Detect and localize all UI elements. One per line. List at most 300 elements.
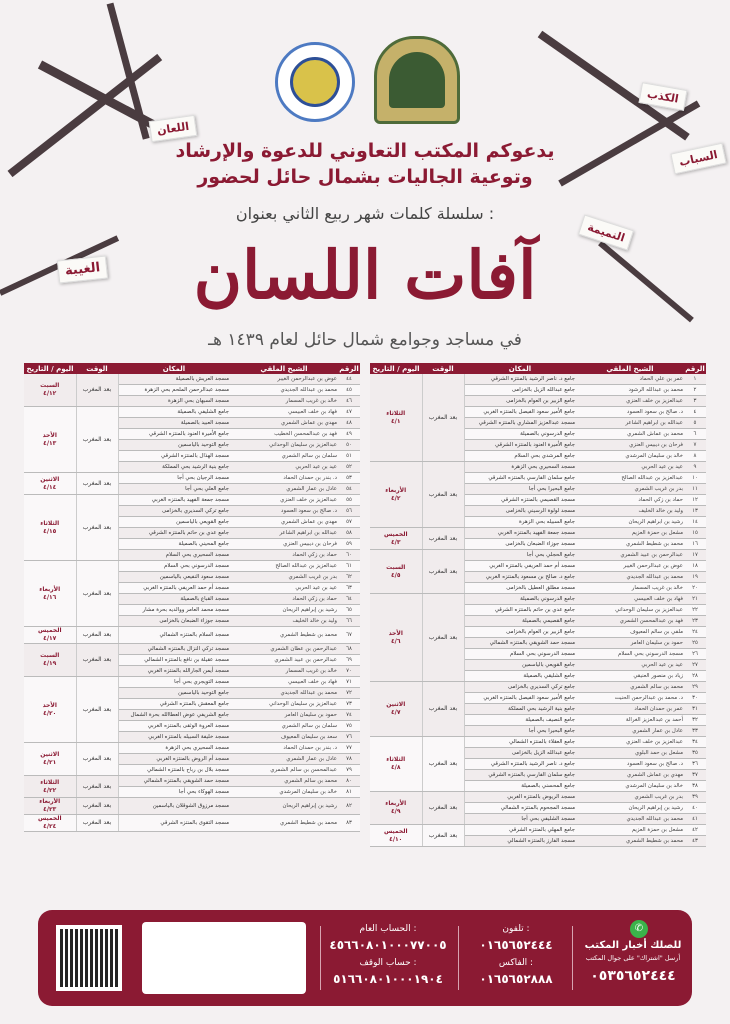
table-row bbox=[370, 594, 706, 605]
time-cell: بعد المغرب bbox=[422, 374, 464, 462]
mosque-cell: مسجد الريوض بالمنتزه الغربي bbox=[464, 792, 576, 803]
number-cell: ٧٦ bbox=[338, 732, 360, 743]
mosque-cell: مسجد أم حمد العريفي بالمنتزه الغربي bbox=[464, 561, 576, 572]
sheikh-cell: عيد بن عيد الحربي bbox=[576, 660, 684, 671]
schedule-tables bbox=[24, 363, 706, 891]
sheikh-cell: رشيد بن إبراهيم الريحان bbox=[230, 605, 338, 616]
mosque-cell: مسجد الهوكاء بحي أجا bbox=[118, 787, 230, 798]
sheikh-cell: عيد بن عيد الحربي bbox=[230, 583, 338, 594]
whatsapp-subtitle: أرسل "اشتراك" على جوال المكتب bbox=[585, 954, 681, 962]
mosque-cell: جامع القويعي بالياسمين bbox=[118, 517, 230, 528]
sheikh-cell: عبدالعزيز بن خلف العنزي bbox=[576, 737, 684, 748]
mosque-cell: مسجد الشليفي بحي أجا bbox=[464, 814, 576, 825]
day-date-cell: الأربعاء ٤/٢٣ bbox=[24, 798, 76, 815]
time-cell: بعد المغرب bbox=[76, 644, 118, 677]
sheikh-cell: محمد بن شطيط الشمري bbox=[576, 539, 684, 550]
sheikh-cell: عبدالمحسن بن سالم الشمري bbox=[230, 765, 338, 776]
mosque-cell: جامع عدي بن حاتم بالمنتزه الشرقي bbox=[118, 528, 230, 539]
mosque-cell: مسجد أم حمد العريفي بالمنتزه الغربي bbox=[118, 583, 230, 594]
sheikh-cell: د. صالح بن سعود العسود bbox=[576, 759, 684, 770]
sheikh-cell: وليد بن خالد الخليف bbox=[576, 506, 684, 517]
sheikh-cell: مهدي بن عماش الشمري bbox=[230, 517, 338, 528]
sheikh-cell: محمد بن عبدالله الجديدي bbox=[576, 572, 684, 583]
col-sheikh: الشيخ الملقي bbox=[576, 363, 684, 374]
number-cell: ٣١ bbox=[684, 704, 706, 715]
time-cell: بعد المغرب bbox=[76, 407, 118, 473]
number-cell: ٤٧ bbox=[338, 407, 360, 418]
number-cell: ٧٤ bbox=[338, 710, 360, 721]
number-cell: ١٢ bbox=[684, 495, 706, 506]
table-row bbox=[370, 682, 706, 693]
sheikh-cell: عادل بن عمار الشمري bbox=[230, 484, 338, 495]
table-row bbox=[370, 825, 706, 836]
sheikh-cell: عبدالرحمن بن عبيد الشمري bbox=[230, 655, 338, 666]
mosque-cell: مسجد السحيري بحي الزهرة bbox=[464, 462, 576, 473]
number-cell: ٦٣ bbox=[338, 583, 360, 594]
time-cell: بعد المغرب bbox=[422, 825, 464, 847]
number-cell: ٧٣ bbox=[338, 699, 360, 710]
page-title: آفات اللسان bbox=[193, 236, 537, 314]
day-date-cell: الاثنين ٤/٧ bbox=[370, 682, 422, 737]
mosque-cell: جامع العلي بحي أجا bbox=[118, 484, 230, 495]
number-cell: ٥٢ bbox=[338, 462, 360, 473]
mosque-cell: جامع الشريفي عوض العطاالله بحرة الشمال bbox=[118, 710, 230, 721]
mosque-cell: مسجد العريش بالصميلة bbox=[118, 374, 230, 385]
number-cell: ٢٩ bbox=[684, 682, 706, 693]
number-cell: ٧٧ bbox=[338, 743, 360, 754]
time-cell: بعد المغرب bbox=[422, 682, 464, 737]
series-label: سلسلة كلمات شهر ربيع الثاني بعنوان : bbox=[235, 204, 495, 223]
mosque-cell: جامع السبيله بحي الزهرة bbox=[464, 517, 576, 528]
mosque-cell: جامع المعقش بالمنتزه الشرقي bbox=[118, 699, 230, 710]
word-tag: الكذب bbox=[639, 82, 688, 111]
time-cell: بعد المغرب bbox=[76, 627, 118, 644]
number-cell: ٣٧ bbox=[684, 770, 706, 781]
mosque-cell: مسجد مرزوق الشوقلان بالياسمين bbox=[118, 798, 230, 815]
sheikh-cell: محمد بن شطيط الشمري bbox=[230, 627, 338, 644]
number-cell: ٤ bbox=[684, 407, 706, 418]
col-num: الرقم bbox=[685, 364, 705, 373]
sheikh-cell: فهاد بن خلف العبيسي bbox=[576, 594, 684, 605]
time-cell: بعد المغرب bbox=[76, 473, 118, 495]
day-date-cell: السبت ٤/١٩ bbox=[24, 644, 76, 677]
sheikh-cell: محمد بن عبدالله الجديدي bbox=[576, 814, 684, 825]
sheikh-cell: مشعل بن حمزة العزيم bbox=[576, 528, 684, 539]
mosque-cell: مسجد الدرسوني بحي السلام bbox=[464, 649, 576, 660]
sheikh-cell: محمد بن سالم الشمري bbox=[230, 776, 338, 787]
number-cell: ٧٨ bbox=[338, 754, 360, 765]
mosque-cell: مسجد أم الروض بالمنتزه الغربي bbox=[118, 754, 230, 765]
number-cell: ١٨ bbox=[684, 561, 706, 572]
number-cell: ٦٧ bbox=[338, 627, 360, 644]
sheikh-cell: مشعل بن حمد البلوي bbox=[576, 748, 684, 759]
number-cell: ٥٣ bbox=[338, 473, 360, 484]
mosque-cell: مسجد مطلق العطيل بالخزامى bbox=[464, 583, 576, 594]
sheikh-cell: فهاد بن خلف العبيسي bbox=[230, 407, 338, 418]
mosque-cell: مسجد العروة الوثقى بالمنتزه الغربي bbox=[118, 721, 230, 732]
sheikh-cell: فرحان بن ديبيس العنزي bbox=[230, 539, 338, 550]
sheikh-cell: د. صالح بن سعود العسود bbox=[576, 407, 684, 418]
number-cell: ٨١ bbox=[338, 787, 360, 798]
sheikh-cell: زياد بن منصور العنيقي bbox=[576, 671, 684, 682]
number-cell: ٦٠ bbox=[338, 550, 360, 561]
number-cell: ٧١ bbox=[338, 677, 360, 688]
number-cell: ٣٢ bbox=[684, 715, 706, 726]
table-row bbox=[370, 528, 706, 539]
sheikh-cell: خالد بن سليمان المرشدي bbox=[576, 781, 684, 792]
table-row bbox=[24, 677, 360, 688]
number-cell: ٤٠ bbox=[684, 803, 706, 814]
schedule-table-right bbox=[370, 363, 706, 847]
mosque-cell: جامع المرشدي بحي السلام bbox=[464, 451, 576, 462]
mosque-cell: جامع سلمان الفارسي بالمنتزه الشرقي bbox=[464, 473, 576, 484]
sheikh-cell: عوض بن عبدالرحمن الغيبر bbox=[576, 561, 684, 572]
time-cell: بعد المغرب bbox=[76, 561, 118, 627]
mosque-cell: جامع بنية الرشيد بحي المملكة bbox=[118, 462, 230, 473]
mosque-cell: جامع التوحيد بالياسمين bbox=[118, 688, 230, 699]
promo-line-2: وقـف الـدعوة٢ bbox=[148, 950, 222, 961]
day-date-cell: الثلاثاء ٤/١٥ bbox=[24, 495, 76, 561]
number-cell: ٣٦ bbox=[684, 759, 706, 770]
sheikh-cell: د. بندر بن حمدان الحماد bbox=[230, 473, 338, 484]
sheikh-cell: عبدالعزيز بن عبدالله الصالح bbox=[230, 561, 338, 572]
number-cell: ٢٨ bbox=[684, 671, 706, 682]
sheikh-cell: حمود بن سليمان العامر bbox=[230, 710, 338, 721]
day-date-cell: الأربعاء ٤/٩ bbox=[370, 792, 422, 825]
table-row bbox=[24, 627, 360, 644]
day-date-cell: الثلاثاء ٤/١ bbox=[370, 374, 422, 462]
number-cell: ١٧ bbox=[684, 550, 706, 561]
sheikh-cell: عبدالعزيز بن سليمان الوحداني bbox=[230, 440, 338, 451]
mosque-cell: مسجد الفارز بالمنتزه الشمالي bbox=[464, 836, 576, 847]
table-row bbox=[370, 462, 706, 473]
footer-divider bbox=[458, 926, 459, 990]
number-cell: ٦٩ bbox=[338, 655, 360, 666]
sheikh-cell: رشيد بن إبراهيم الريحان bbox=[576, 803, 684, 814]
number-cell: ٧٥ bbox=[338, 721, 360, 732]
sheikh-cell: د. صالح بن سعود العسود bbox=[230, 506, 338, 517]
col-time: الوقت bbox=[422, 363, 464, 374]
mosque-cell: جامع الحجلي بحي أجا bbox=[464, 550, 576, 561]
sheikh-cell: مهدي بن عماش الشمري bbox=[576, 770, 684, 781]
number-cell: ٤٥ bbox=[338, 385, 360, 396]
sheikh-cell: عادل بن عمار الشمري bbox=[576, 726, 684, 737]
table-row bbox=[24, 473, 360, 484]
mosque-cell: جامع المهلي بالمنتزه الشرقي bbox=[464, 825, 576, 836]
number-cell: ٩ bbox=[684, 462, 706, 473]
mosque-cell: مسجد جمعة الفهيد بالمنتزه الغربي bbox=[118, 495, 230, 506]
col-day: اليوم / التاريخ bbox=[24, 363, 76, 374]
sheikh-cell: خالد بن غريب المسمار bbox=[230, 396, 338, 407]
time-cell: بعد المغرب bbox=[422, 737, 464, 792]
mosque-cell: جامع المحيني بالصميلة bbox=[118, 539, 230, 550]
col-mosque: المكان bbox=[118, 363, 230, 374]
mosque-cell: جامع المحسني بالصميلة bbox=[464, 781, 576, 792]
sheikh-cell: عيد بن عيد الحربي bbox=[576, 462, 684, 473]
number-cell: ٣٨ bbox=[684, 781, 706, 792]
number-cell: ٤٩ bbox=[338, 429, 360, 440]
mosque-cell: مسجد محمد العامر ووالديه بحرة مشار bbox=[118, 605, 230, 616]
sheikh-cell: د. محمد بن عبدالرحمن الحنيت bbox=[576, 693, 684, 704]
sheikh-cell: سعد بن سليمان المعيوف bbox=[230, 732, 338, 743]
invitation-line-2: وتوعية الجاليات بشمال حائل لحضور bbox=[197, 166, 533, 188]
number-cell: ٥١ bbox=[338, 451, 360, 462]
mosque-cell: جامع عبدالله الزيل بالخزامى bbox=[464, 385, 576, 396]
table-row bbox=[24, 776, 360, 787]
mosque-cell: مسجد التقوى بالمنتزه الشرقي bbox=[118, 815, 230, 832]
day-date-cell: الأربعاء ٤/٢ bbox=[370, 462, 422, 528]
day-date-cell: الاثنين ٤/٢١ bbox=[24, 743, 76, 776]
mosque-cell: مسجد السحيري بحي السلام bbox=[118, 550, 230, 561]
time-cell: بعد المغرب bbox=[422, 594, 464, 682]
sheikh-cell: ملفي بن سالم المعيوف bbox=[576, 627, 684, 638]
sheikh-cell: بدر بن غريب الشمري bbox=[576, 792, 684, 803]
number-cell: ٣٤ bbox=[684, 737, 706, 748]
number-cell: ٣٣ bbox=[684, 726, 706, 737]
mosque-cell: مسجد جوزاء الضبعان بالخزامى bbox=[464, 539, 576, 550]
col-day: اليوم / التاريخ bbox=[370, 363, 422, 374]
sheikh-cell: محمد بن عبدالله الرشود bbox=[576, 385, 684, 396]
sheikh-cell: عبدالعزيز بن خلف العنزي bbox=[230, 495, 338, 506]
mosque-cell: مسجد التويجري بحي أجا bbox=[118, 677, 230, 688]
sheikh-cell: عوض بن عبدالرحمن الغيبر bbox=[230, 374, 338, 385]
sheikh-cell: مسجد الدرسوني بحي السلام bbox=[576, 649, 684, 660]
mosque-cell: مسجد حمد الشويقي بالمنتزه الشمالي bbox=[118, 776, 230, 787]
mosque-cell: جامع القويعي بالياسمين bbox=[464, 660, 576, 671]
sheikh-cell: خالد بن غريب المسمار bbox=[230, 666, 338, 677]
mosque-cell: مسجد القباع بالصميلة bbox=[118, 594, 230, 605]
number-cell: ٦٤ bbox=[338, 594, 360, 605]
word-tag: النميمة bbox=[578, 214, 634, 250]
number-cell: ٢١ bbox=[684, 594, 706, 605]
day-date-cell: الخميس ٤/٢٤ bbox=[24, 815, 76, 832]
day-date-cell: الأربعاء ٤/١٦ bbox=[24, 561, 76, 627]
number-cell: ٨٢ bbox=[338, 798, 360, 815]
col-sheikh: الشيخ الملقي bbox=[230, 363, 338, 374]
number-cell: ٢ bbox=[684, 385, 706, 396]
number-cell: ٣٩ bbox=[684, 792, 706, 803]
table-row bbox=[370, 737, 706, 748]
number-cell: ٥٩ bbox=[338, 539, 360, 550]
time-cell: بعد المغرب bbox=[422, 528, 464, 550]
number-cell: ٥٠ bbox=[338, 440, 360, 451]
day-date-cell: الأحد ٤/١٣ bbox=[24, 407, 76, 473]
fax-label: الفاكس : bbox=[498, 958, 534, 968]
mosque-cell: جامع الزبير بن العوام بالخزامى bbox=[464, 396, 576, 407]
table-row bbox=[24, 495, 360, 506]
number-cell: ٦٥ bbox=[338, 605, 360, 616]
mosque-cell: مسجد الرجيان بحي أجا bbox=[118, 473, 230, 484]
mosque-cell: مسجد عقيلة بن نافع بالمنتزه الشمالي bbox=[118, 655, 230, 666]
mosque-cell: جامع البحيرا بحي أجا bbox=[464, 726, 576, 737]
time-cell: بعد المغرب bbox=[76, 815, 118, 832]
mosque-cell: مسجد تركي النزال بالمنتزه الشمالي bbox=[118, 644, 230, 655]
word-tag: اللعان bbox=[149, 115, 198, 142]
mosque-cell: جامع عدي بن حاتم بالمنتزه الشرقي bbox=[464, 605, 576, 616]
sheikh-cell: رشيد بن إبراهيم الريحان bbox=[230, 798, 338, 815]
mosque-cell: مسجد السبهان بحي الزهرة bbox=[118, 396, 230, 407]
sheikh-cell: عيد بن عيد الحربي bbox=[230, 462, 338, 473]
header-banner bbox=[0, 0, 730, 362]
col-mosque: المكان bbox=[464, 363, 576, 374]
mosque-cell: جامع تركي السديري بالخزامى bbox=[464, 682, 576, 693]
sheikh-cell: حماد بن زكي الحماد bbox=[576, 495, 684, 506]
number-cell: ١٩ bbox=[684, 572, 706, 583]
sheikh-cell: محمد بن شطيط الشمري bbox=[230, 815, 338, 832]
mosque-cell: مسجد الهذال بالمنتزه الشرقي bbox=[118, 451, 230, 462]
phone-number: ٠١٦٥٦٥٢٤٤٤ bbox=[479, 938, 553, 952]
sheikh-cell: عبدالله بن ابراهيم الشاعر bbox=[230, 528, 338, 539]
mosque-cell: مسجد عبدالرحمن الملحم بحي الزهرة bbox=[118, 385, 230, 396]
invitation-line-1: يدعوكم المكتب التعاوني للدعوة والإرشاد bbox=[175, 140, 555, 162]
time-cell: بعد المغرب bbox=[76, 495, 118, 561]
sheikh-cell: مهدي بن عماش الشمري bbox=[230, 418, 338, 429]
number-cell: ١ bbox=[684, 374, 706, 385]
mosque-cell: جامع النصيف بالصميلة bbox=[464, 715, 576, 726]
table-row bbox=[24, 374, 360, 385]
sheikh-cell: عبدالله بن ابراهيم الشاعر bbox=[576, 418, 684, 429]
mosque-cell: جامع العقلاء بالمنتزه الشمالي bbox=[464, 737, 576, 748]
whatsapp-number: ٠٥٣٥٦٥٢٤٤٤ bbox=[590, 968, 676, 984]
mosque-cell: مسجد خليفة السبيله بالمنتزه الغربي bbox=[118, 732, 230, 743]
number-cell: ٤٤ bbox=[338, 374, 360, 385]
sheikh-cell: وليد بن خالد الخليف bbox=[230, 616, 338, 627]
sheikh-cell: مشعل بن حمزة العزيم bbox=[576, 825, 684, 836]
day-date-cell: الأحد ٤/٢٠ bbox=[24, 677, 76, 743]
mosque-cell: مسجد السحيري بحي الزهرة bbox=[118, 743, 230, 754]
number-cell: ٤٢ bbox=[684, 825, 706, 836]
mosque-cell: جامع الأميرة العنود بالمنتزه الشرقي bbox=[464, 440, 576, 451]
sheikh-cell: محمد بن عبدالله الجديدي bbox=[230, 688, 338, 699]
mosque-cell: جامع الشليفي بالصميلة bbox=[118, 407, 230, 418]
sheikh-cell: بدر بن غريب الشمري bbox=[230, 572, 338, 583]
col-num: الرقم bbox=[339, 364, 359, 373]
number-cell: ١٦ bbox=[684, 539, 706, 550]
sheikh-cell: عادل بن عمار الشمري bbox=[230, 754, 338, 765]
sheikh-cell: سلمان بن سالم الشمري bbox=[230, 451, 338, 462]
table-row bbox=[370, 550, 706, 561]
sheikh-cell: فرحان بن ديبيس العنزي bbox=[576, 440, 684, 451]
sheikh-cell: حماد بن زكي الحماد bbox=[230, 594, 338, 605]
promo-percent-sign: ٪ bbox=[228, 944, 238, 963]
mosque-cell: مسجد لولوة الرسيني بالخزامى bbox=[464, 506, 576, 517]
mosque-cell: جامع الأمير سعود الفيصل بالمنتزه الغربي bbox=[464, 407, 576, 418]
number-cell: ٥٥ bbox=[338, 495, 360, 506]
number-cell: ٨٠ bbox=[338, 776, 360, 787]
number-cell: ١١ bbox=[684, 484, 706, 495]
number-cell: ٢٥ bbox=[684, 638, 706, 649]
time-cell: بعد المغرب bbox=[76, 374, 118, 407]
mosque-cell: مسجد بلال بن رباح بالمنتزه الشمالي bbox=[118, 765, 230, 776]
sheikh-cell: محمد بن عبدالله الجديدي bbox=[230, 385, 338, 396]
time-cell: بعد المغرب bbox=[76, 677, 118, 743]
mosque-cell: جامع القصيمي بالصميلة bbox=[464, 616, 576, 627]
mosque-cell: مسجد الدرسوني بحي السلام bbox=[118, 561, 230, 572]
word-tag: الغيبة bbox=[57, 255, 108, 283]
sheikh-cell: عبدالعزيز بن سليمان الوحداني bbox=[576, 605, 684, 616]
mosque-cell: جامع الأميرة العنود بالمنتزه الشرقي bbox=[118, 429, 230, 440]
mosque-cell: جامع د. ناصر الرشيد بالمنتزه الشرقي bbox=[464, 374, 576, 385]
mosque-cell: مسجد حمد الشويقي بالمنتزه الشمالي bbox=[464, 638, 576, 649]
day-date-cell: السبت ٤/١٢ bbox=[24, 374, 76, 407]
time-cell: بعد المغرب bbox=[76, 798, 118, 815]
table-row bbox=[24, 815, 360, 832]
table-row bbox=[370, 792, 706, 803]
time-cell: بعد المغرب bbox=[76, 776, 118, 798]
sheikh-cell: عبدالعزيز بن خلف العنزي bbox=[576, 396, 684, 407]
mosque-cell: مسجد المجحوم بالمنتزه الشمالي bbox=[464, 803, 576, 814]
number-cell: ٥٨ bbox=[338, 528, 360, 539]
whatsapp-title: للصلك أخبار المكتب bbox=[584, 940, 682, 951]
mosque-cell: مسجد القصيمي بالمنتزه الشرقي bbox=[464, 495, 576, 506]
account-label: الحساب العام : bbox=[359, 924, 417, 934]
sheikh-cell: خالد بن سليمان المرشدي bbox=[576, 451, 684, 462]
time-cell: بعد المغرب bbox=[76, 743, 118, 776]
number-cell: ٢٠ bbox=[684, 583, 706, 594]
mosque-cell: مسجد جوزاء الضبعان بالخزامى bbox=[118, 616, 230, 627]
time-cell: بعد المغرب bbox=[422, 792, 464, 825]
ministry-logo bbox=[374, 36, 460, 124]
schedule-table-left bbox=[24, 363, 360, 832]
time-cell: بعد المغرب bbox=[422, 462, 464, 528]
mosque-cell: جامع د. ناصر الرشيد بالمنتزه الشرقي bbox=[464, 759, 576, 770]
mosque-cell: مسجد عبدالعزيز المشاري بالمنتزه الشرقي bbox=[464, 418, 576, 429]
mosque-cell: جامع الشليقي بالصميلة bbox=[464, 671, 576, 682]
number-cell: ١٥ bbox=[684, 528, 706, 539]
number-cell: ٣ bbox=[684, 396, 706, 407]
mosque-cell: مسجد السلام بالمنتزه الشمالي bbox=[118, 627, 230, 644]
mosque-cell: جامع الزبير بن العوام بالخزامى bbox=[464, 627, 576, 638]
waqf-label: حساب الوقف : bbox=[359, 958, 417, 968]
mosque-cell: جامع بنية الرشيد بحي المملكة bbox=[464, 704, 576, 715]
sheikh-cell: محمد بن شطيط الشمري bbox=[576, 836, 684, 847]
day-date-cell: الثلاثاء ٤/٨ bbox=[370, 737, 422, 792]
day-date-cell: الاثنين ٤/١٤ bbox=[24, 473, 76, 495]
mosque-cell: جامع الدرسوني بالصميلة bbox=[464, 594, 576, 605]
number-cell: ٢٢ bbox=[684, 605, 706, 616]
number-cell: ٤٨ bbox=[338, 418, 360, 429]
day-date-cell: الخميس ٤/٣ bbox=[370, 528, 422, 550]
mosque-cell: جامع د. صالح بن مسعود بالمنتزه الغربي bbox=[464, 572, 576, 583]
number-cell: ٣٠ bbox=[684, 693, 706, 704]
sheikh-cell: عبدالعزيز بن سليمان الوحداني bbox=[230, 699, 338, 710]
number-cell: ١٤ bbox=[684, 517, 706, 528]
number-cell: ٥ bbox=[684, 418, 706, 429]
table-row bbox=[370, 374, 706, 385]
mosque-cell: جامع الأمير سعود الفيصل بالمنتزه الغربي bbox=[464, 693, 576, 704]
mosque-cell: جامع البحيرا بحي أجا bbox=[464, 484, 576, 495]
number-cell: ٧ bbox=[684, 440, 706, 451]
sheikh-cell: د. بندر بن حمدان الحماد bbox=[230, 743, 338, 754]
mosque-cell: جامع الدرسوني بالصميلة bbox=[464, 429, 576, 440]
sheikh-cell: بدر بن غريب الشمري bbox=[576, 484, 684, 495]
number-cell: ٦٦ bbox=[338, 616, 360, 627]
sheikh-cell: خالد بن سليمان المرشدي bbox=[230, 787, 338, 798]
sheikh-cell: حمود بن سليمان العامر bbox=[576, 638, 684, 649]
sheikh-cell: عبدالعزيز بن عبدالله الصالح bbox=[576, 473, 684, 484]
qr-code bbox=[56, 925, 122, 991]
whatsapp-icon: ✆ bbox=[630, 920, 648, 938]
sheikh-cell: رشيد بن ابراهيم الريحان bbox=[576, 517, 684, 528]
word-tag: السباب bbox=[670, 143, 726, 175]
sheikh-cell: عمر بن علي الحماد bbox=[576, 374, 684, 385]
number-cell: ٦ bbox=[684, 429, 706, 440]
day-date-cell: الأحد ٤/٦ bbox=[370, 594, 422, 682]
sheikh-cell: عمر بن حمدان الحماد bbox=[576, 704, 684, 715]
number-cell: ٦١ bbox=[338, 561, 360, 572]
table-row bbox=[24, 743, 360, 754]
number-cell: ١٠ bbox=[684, 473, 706, 484]
